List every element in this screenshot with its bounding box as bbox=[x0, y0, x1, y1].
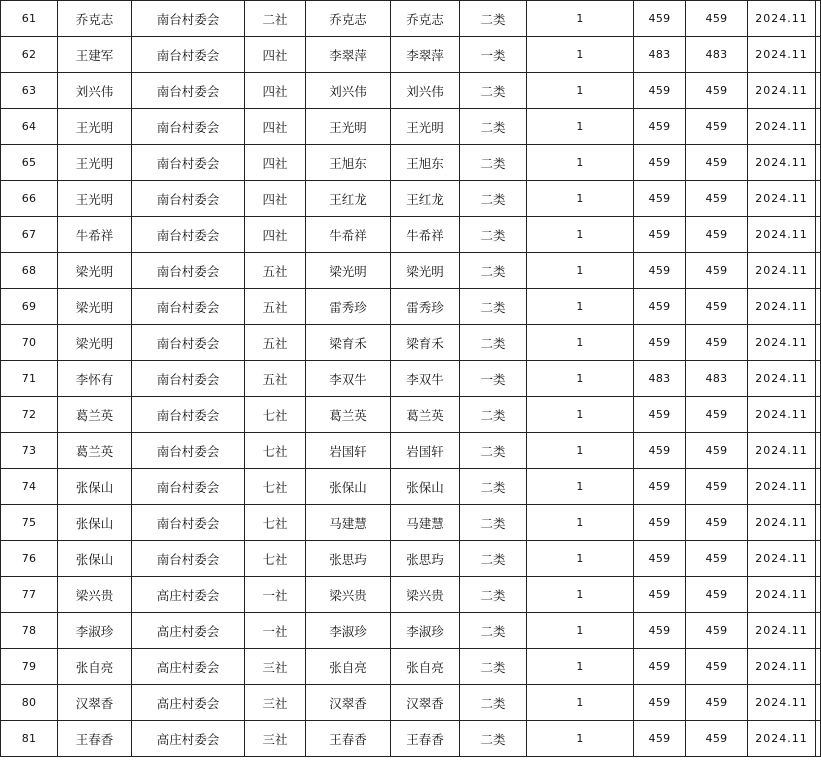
cell-category: 二类 bbox=[460, 73, 527, 109]
cell-person-count: 1 bbox=[527, 721, 634, 757]
table-row bbox=[1, 109, 821, 145]
cell-standard-amount: 459 bbox=[634, 505, 686, 541]
cell-serial-number: 75 bbox=[1, 505, 58, 541]
cell-category: 二类 bbox=[460, 109, 527, 145]
cell-person-count: 1 bbox=[527, 649, 634, 685]
cell-applicant-name: 梁光明 bbox=[58, 325, 132, 361]
cell-category: 一类 bbox=[460, 37, 527, 73]
cell-village-group: 五社 bbox=[245, 325, 306, 361]
cell-person-count: 1 bbox=[527, 217, 634, 253]
table-row bbox=[1, 721, 821, 757]
cell-payee-name: 雷秀珍 bbox=[391, 289, 460, 325]
cell-category: 二类 bbox=[460, 469, 527, 505]
cell-issued-amount: 459 bbox=[686, 505, 748, 541]
cell-category: 二类 bbox=[460, 1, 527, 37]
cell-person-count: 1 bbox=[527, 325, 634, 361]
cell-serial-number: 70 bbox=[1, 325, 58, 361]
cell-payee-name: 张思玙 bbox=[391, 541, 460, 577]
table-row bbox=[1, 289, 821, 325]
cell-serial-number: 73 bbox=[1, 433, 58, 469]
cell-category: 二类 bbox=[460, 505, 527, 541]
cell-person-count: 1 bbox=[527, 541, 634, 577]
cell-applicant-name: 王光明 bbox=[58, 109, 132, 145]
table-body bbox=[1, 1, 821, 757]
cell-village-committee: 南台村委会 bbox=[132, 109, 245, 145]
cell-category: 二类 bbox=[460, 685, 527, 721]
cell-applicant-name: 王光明 bbox=[58, 145, 132, 181]
cell-issued-amount: 459 bbox=[686, 613, 748, 649]
cell-serial-number: 80 bbox=[1, 685, 58, 721]
cell-village-committee: 高庄村委会 bbox=[132, 577, 245, 613]
cell-payee-name: 张保山 bbox=[391, 469, 460, 505]
cell-issued-amount: 459 bbox=[686, 253, 748, 289]
cell-issue-date: 2024.11 bbox=[748, 253, 816, 289]
cell-remark bbox=[816, 361, 821, 397]
cell-village-group: 五社 bbox=[245, 361, 306, 397]
cell-category: 二类 bbox=[460, 325, 527, 361]
cell-member-name: 梁光明 bbox=[306, 253, 391, 289]
cell-issue-date: 2024.11 bbox=[748, 649, 816, 685]
cell-person-count: 1 bbox=[527, 577, 634, 613]
cell-standard-amount: 459 bbox=[634, 289, 686, 325]
cell-issue-date: 2024.11 bbox=[748, 73, 816, 109]
cell-standard-amount: 459 bbox=[634, 73, 686, 109]
table-row bbox=[1, 577, 821, 613]
cell-remark bbox=[816, 613, 821, 649]
cell-standard-amount: 459 bbox=[634, 1, 686, 37]
cell-issued-amount: 459 bbox=[686, 289, 748, 325]
table-row bbox=[1, 361, 821, 397]
cell-remark bbox=[816, 109, 821, 145]
cell-applicant-name: 梁兴贵 bbox=[58, 577, 132, 613]
cell-member-name: 张保山 bbox=[306, 469, 391, 505]
cell-issue-date: 2024.11 bbox=[748, 613, 816, 649]
cell-village-committee: 高庄村委会 bbox=[132, 721, 245, 757]
table-row bbox=[1, 685, 821, 721]
cell-payee-name: 梁光明 bbox=[391, 253, 460, 289]
cell-village-group: 七社 bbox=[245, 505, 306, 541]
cell-serial-number: 62 bbox=[1, 37, 58, 73]
cell-remark bbox=[816, 217, 821, 253]
cell-serial-number: 69 bbox=[1, 289, 58, 325]
cell-category: 二类 bbox=[460, 217, 527, 253]
cell-person-count: 1 bbox=[527, 109, 634, 145]
cell-issue-date: 2024.11 bbox=[748, 145, 816, 181]
cell-standard-amount: 459 bbox=[634, 109, 686, 145]
cell-applicant-name: 张保山 bbox=[58, 541, 132, 577]
cell-payee-name: 马建慧 bbox=[391, 505, 460, 541]
cell-issued-amount: 459 bbox=[686, 469, 748, 505]
cell-village-committee: 南台村委会 bbox=[132, 433, 245, 469]
cell-issued-amount: 459 bbox=[686, 181, 748, 217]
cell-serial-number: 71 bbox=[1, 361, 58, 397]
cell-standard-amount: 459 bbox=[634, 577, 686, 613]
cell-applicant-name: 乔克志 bbox=[58, 1, 132, 37]
cell-village-committee: 南台村委会 bbox=[132, 397, 245, 433]
cell-serial-number: 76 bbox=[1, 541, 58, 577]
cell-standard-amount: 459 bbox=[634, 253, 686, 289]
cell-issue-date: 2024.11 bbox=[748, 181, 816, 217]
cell-village-committee: 南台村委会 bbox=[132, 181, 245, 217]
cell-serial-number: 81 bbox=[1, 721, 58, 757]
cell-issue-date: 2024.11 bbox=[748, 109, 816, 145]
cell-payee-name: 王红龙 bbox=[391, 181, 460, 217]
cell-issued-amount: 459 bbox=[686, 721, 748, 757]
cell-village-committee: 南台村委会 bbox=[132, 469, 245, 505]
cell-person-count: 1 bbox=[527, 469, 634, 505]
cell-applicant-name: 李淑珍 bbox=[58, 613, 132, 649]
cell-remark bbox=[816, 145, 821, 181]
cell-person-count: 1 bbox=[527, 397, 634, 433]
cell-village-committee: 南台村委会 bbox=[132, 541, 245, 577]
cell-issue-date: 2024.11 bbox=[748, 37, 816, 73]
cell-issued-amount: 459 bbox=[686, 577, 748, 613]
cell-person-count: 1 bbox=[527, 181, 634, 217]
cell-remark bbox=[816, 649, 821, 685]
cell-member-name: 王旭东 bbox=[306, 145, 391, 181]
cell-member-name: 王春香 bbox=[306, 721, 391, 757]
cell-serial-number: 68 bbox=[1, 253, 58, 289]
cell-applicant-name: 王春香 bbox=[58, 721, 132, 757]
cell-issue-date: 2024.11 bbox=[748, 397, 816, 433]
cell-person-count: 1 bbox=[527, 253, 634, 289]
cell-category: 二类 bbox=[460, 289, 527, 325]
cell-applicant-name: 汉翠香 bbox=[58, 685, 132, 721]
cell-applicant-name: 牛希祥 bbox=[58, 217, 132, 253]
table-row bbox=[1, 397, 821, 433]
table-row bbox=[1, 613, 821, 649]
cell-payee-name: 牛希祥 bbox=[391, 217, 460, 253]
cell-member-name: 王光明 bbox=[306, 109, 391, 145]
table-row bbox=[1, 145, 821, 181]
cell-village-group: 四社 bbox=[245, 73, 306, 109]
cell-remark bbox=[816, 181, 821, 217]
cell-serial-number: 63 bbox=[1, 73, 58, 109]
cell-issued-amount: 459 bbox=[686, 217, 748, 253]
cell-serial-number: 77 bbox=[1, 577, 58, 613]
cell-payee-name: 王春香 bbox=[391, 721, 460, 757]
cell-person-count: 1 bbox=[527, 145, 634, 181]
cell-member-name: 梁兴贵 bbox=[306, 577, 391, 613]
cell-standard-amount: 459 bbox=[634, 685, 686, 721]
table-row bbox=[1, 469, 821, 505]
cell-issued-amount: 459 bbox=[686, 325, 748, 361]
cell-village-group: 二社 bbox=[245, 1, 306, 37]
cell-member-name: 乔克志 bbox=[306, 1, 391, 37]
cell-serial-number: 74 bbox=[1, 469, 58, 505]
cell-village-committee: 高庄村委会 bbox=[132, 613, 245, 649]
cell-person-count: 1 bbox=[527, 361, 634, 397]
cell-issued-amount: 459 bbox=[686, 541, 748, 577]
cell-village-group: 三社 bbox=[245, 685, 306, 721]
cell-person-count: 1 bbox=[527, 1, 634, 37]
cell-village-group: 七社 bbox=[245, 541, 306, 577]
cell-member-name: 雷秀珍 bbox=[306, 289, 391, 325]
cell-standard-amount: 483 bbox=[634, 37, 686, 73]
cell-village-group: 四社 bbox=[245, 37, 306, 73]
table-row bbox=[1, 541, 821, 577]
cell-issued-amount: 459 bbox=[686, 397, 748, 433]
cell-applicant-name: 葛兰英 bbox=[58, 397, 132, 433]
cell-serial-number: 66 bbox=[1, 181, 58, 217]
cell-member-name: 张思玙 bbox=[306, 541, 391, 577]
cell-issue-date: 2024.11 bbox=[748, 217, 816, 253]
cell-member-name: 李淑珍 bbox=[306, 613, 391, 649]
cell-category: 一类 bbox=[460, 361, 527, 397]
cell-remark bbox=[816, 253, 821, 289]
cell-remark bbox=[816, 469, 821, 505]
cell-payee-name: 刘兴伟 bbox=[391, 73, 460, 109]
table-row bbox=[1, 1, 821, 37]
cell-person-count: 1 bbox=[527, 37, 634, 73]
cell-standard-amount: 483 bbox=[634, 361, 686, 397]
cell-category: 二类 bbox=[460, 145, 527, 181]
cell-village-group: 四社 bbox=[245, 109, 306, 145]
cell-standard-amount: 459 bbox=[634, 397, 686, 433]
cell-payee-name: 张自亮 bbox=[391, 649, 460, 685]
cell-payee-name: 王旭东 bbox=[391, 145, 460, 181]
cell-applicant-name: 梁光明 bbox=[58, 289, 132, 325]
cell-standard-amount: 459 bbox=[634, 649, 686, 685]
cell-payee-name: 李双牛 bbox=[391, 361, 460, 397]
cell-member-name: 梁育禾 bbox=[306, 325, 391, 361]
cell-issued-amount: 459 bbox=[686, 109, 748, 145]
cell-standard-amount: 459 bbox=[634, 721, 686, 757]
cell-village-group: 四社 bbox=[245, 181, 306, 217]
cell-applicant-name: 李怀有 bbox=[58, 361, 132, 397]
cell-issue-date: 2024.11 bbox=[748, 361, 816, 397]
cell-serial-number: 79 bbox=[1, 649, 58, 685]
cell-person-count: 1 bbox=[527, 289, 634, 325]
cell-member-name: 刘兴伟 bbox=[306, 73, 391, 109]
cell-applicant-name: 张保山 bbox=[58, 505, 132, 541]
cell-member-name: 牛希祥 bbox=[306, 217, 391, 253]
cell-remark bbox=[816, 505, 821, 541]
cell-village-committee: 南台村委会 bbox=[132, 73, 245, 109]
cell-issue-date: 2024.11 bbox=[748, 325, 816, 361]
cell-issued-amount: 459 bbox=[686, 73, 748, 109]
cell-issue-date: 2024.11 bbox=[748, 541, 816, 577]
cell-issued-amount: 459 bbox=[686, 145, 748, 181]
table-row bbox=[1, 37, 821, 73]
cell-person-count: 1 bbox=[527, 685, 634, 721]
cell-remark bbox=[816, 397, 821, 433]
cell-member-name: 岩国轩 bbox=[306, 433, 391, 469]
cell-village-committee: 南台村委会 bbox=[132, 1, 245, 37]
cell-issued-amount: 483 bbox=[686, 37, 748, 73]
cell-issue-date: 2024.11 bbox=[748, 505, 816, 541]
cell-village-committee: 南台村委会 bbox=[132, 253, 245, 289]
cell-village-committee: 南台村委会 bbox=[132, 145, 245, 181]
cell-remark bbox=[816, 73, 821, 109]
cell-village-group: 五社 bbox=[245, 253, 306, 289]
cell-remark bbox=[816, 685, 821, 721]
cell-payee-name: 梁育禾 bbox=[391, 325, 460, 361]
cell-village-committee: 南台村委会 bbox=[132, 217, 245, 253]
cell-member-name: 王红龙 bbox=[306, 181, 391, 217]
cell-remark bbox=[816, 577, 821, 613]
cell-person-count: 1 bbox=[527, 73, 634, 109]
cell-category: 二类 bbox=[460, 649, 527, 685]
cell-standard-amount: 459 bbox=[634, 181, 686, 217]
cell-remark bbox=[816, 433, 821, 469]
cell-remark bbox=[816, 541, 821, 577]
cell-village-committee: 高庄村委会 bbox=[132, 649, 245, 685]
cell-payee-name: 葛兰英 bbox=[391, 397, 460, 433]
cell-issued-amount: 459 bbox=[686, 433, 748, 469]
cell-issue-date: 2024.11 bbox=[748, 469, 816, 505]
cell-issue-date: 2024.11 bbox=[748, 685, 816, 721]
cell-village-group: 五社 bbox=[245, 289, 306, 325]
cell-person-count: 1 bbox=[527, 505, 634, 541]
cell-category: 二类 bbox=[460, 397, 527, 433]
table-row bbox=[1, 505, 821, 541]
cell-payee-name: 梁兴贵 bbox=[391, 577, 460, 613]
cell-serial-number: 67 bbox=[1, 217, 58, 253]
cell-village-committee: 高庄村委会 bbox=[132, 685, 245, 721]
cell-serial-number: 61 bbox=[1, 1, 58, 37]
cell-serial-number: 72 bbox=[1, 397, 58, 433]
table-row bbox=[1, 73, 821, 109]
cell-category: 二类 bbox=[460, 541, 527, 577]
cell-applicant-name: 刘兴伟 bbox=[58, 73, 132, 109]
cell-standard-amount: 459 bbox=[634, 541, 686, 577]
cell-issue-date: 2024.11 bbox=[748, 721, 816, 757]
cell-payee-name: 王光明 bbox=[391, 109, 460, 145]
cell-serial-number: 65 bbox=[1, 145, 58, 181]
cell-member-name: 葛兰英 bbox=[306, 397, 391, 433]
cell-member-name: 张自亮 bbox=[306, 649, 391, 685]
cell-issued-amount: 459 bbox=[686, 1, 748, 37]
cell-applicant-name: 葛兰英 bbox=[58, 433, 132, 469]
cell-serial-number: 78 bbox=[1, 613, 58, 649]
cell-member-name: 汉翠香 bbox=[306, 685, 391, 721]
table-row bbox=[1, 433, 821, 469]
cell-standard-amount: 459 bbox=[634, 433, 686, 469]
cell-category: 二类 bbox=[460, 721, 527, 757]
cell-standard-amount: 459 bbox=[634, 217, 686, 253]
cell-standard-amount: 459 bbox=[634, 469, 686, 505]
cell-category: 二类 bbox=[460, 577, 527, 613]
cell-payee-name: 李淑珍 bbox=[391, 613, 460, 649]
cell-category: 二类 bbox=[460, 253, 527, 289]
cell-village-group: 七社 bbox=[245, 397, 306, 433]
cell-remark bbox=[816, 721, 821, 757]
cell-issued-amount: 459 bbox=[686, 685, 748, 721]
cell-remark bbox=[816, 37, 821, 73]
table-row bbox=[1, 181, 821, 217]
cell-village-committee: 南台村委会 bbox=[132, 361, 245, 397]
table-row bbox=[1, 253, 821, 289]
cell-category: 二类 bbox=[460, 433, 527, 469]
cell-village-group: 七社 bbox=[245, 433, 306, 469]
cell-member-name: 李翠萍 bbox=[306, 37, 391, 73]
cell-village-committee: 南台村委会 bbox=[132, 325, 245, 361]
cell-remark bbox=[816, 325, 821, 361]
cell-payee-name: 汉翠香 bbox=[391, 685, 460, 721]
table-row bbox=[1, 649, 821, 685]
cell-payee-name: 李翠萍 bbox=[391, 37, 460, 73]
cell-issued-amount: 459 bbox=[686, 649, 748, 685]
cell-issue-date: 2024.11 bbox=[748, 1, 816, 37]
cell-category: 二类 bbox=[460, 181, 527, 217]
cell-standard-amount: 459 bbox=[634, 325, 686, 361]
cell-person-count: 1 bbox=[527, 433, 634, 469]
cell-village-committee: 南台村委会 bbox=[132, 37, 245, 73]
cell-issue-date: 2024.11 bbox=[748, 289, 816, 325]
cell-payee-name: 乔克志 bbox=[391, 1, 460, 37]
cell-issued-amount: 483 bbox=[686, 361, 748, 397]
table-row bbox=[1, 217, 821, 253]
cell-applicant-name: 梁光明 bbox=[58, 253, 132, 289]
cell-applicant-name: 王建军 bbox=[58, 37, 132, 73]
cell-village-group: 四社 bbox=[245, 217, 306, 253]
cell-village-group: 四社 bbox=[245, 145, 306, 181]
cell-issue-date: 2024.11 bbox=[748, 577, 816, 613]
cell-village-group: 一社 bbox=[245, 613, 306, 649]
cell-category: 二类 bbox=[460, 613, 527, 649]
cell-issue-date: 2024.11 bbox=[748, 433, 816, 469]
cell-village-group: 七社 bbox=[245, 469, 306, 505]
cell-standard-amount: 459 bbox=[634, 613, 686, 649]
cell-remark bbox=[816, 289, 821, 325]
cell-person-count: 1 bbox=[527, 613, 634, 649]
cell-serial-number: 64 bbox=[1, 109, 58, 145]
cell-village-group: 一社 bbox=[245, 577, 306, 613]
cell-applicant-name: 张自亮 bbox=[58, 649, 132, 685]
cell-applicant-name: 张保山 bbox=[58, 469, 132, 505]
cell-village-committee: 南台村委会 bbox=[132, 289, 245, 325]
cell-standard-amount: 459 bbox=[634, 145, 686, 181]
cell-applicant-name: 王光明 bbox=[58, 181, 132, 217]
cell-village-group: 三社 bbox=[245, 721, 306, 757]
cell-village-group: 三社 bbox=[245, 649, 306, 685]
cell-member-name: 马建慧 bbox=[306, 505, 391, 541]
cell-village-committee: 南台村委会 bbox=[132, 505, 245, 541]
cell-remark bbox=[816, 1, 821, 37]
cell-member-name: 李双牛 bbox=[306, 361, 391, 397]
table-row bbox=[1, 325, 821, 361]
cell-payee-name: 岩国轩 bbox=[391, 433, 460, 469]
